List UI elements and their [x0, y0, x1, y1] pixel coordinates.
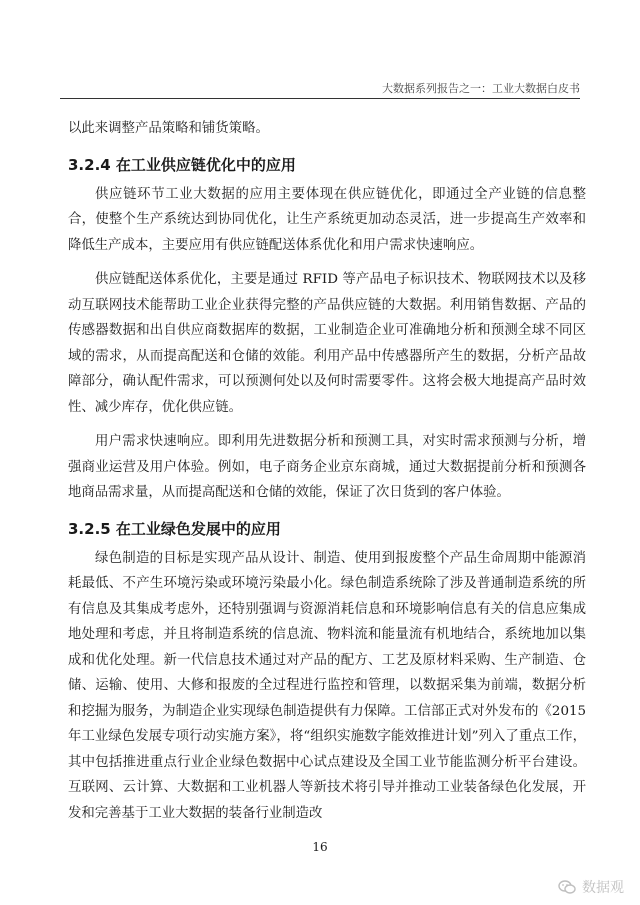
paragraph: 用户需求快速响应。即利用先进数据分析和预测工具，对实时需求预测与分析，增强商业运营及用户体验。例如，电子商务企业京东商城，通过大数据提前分析和预测各地商品需求量，从而提高配送和仓储的效能，保证了次日货到的客户体验。: [68, 434, 586, 500]
running-header: [60, 80, 580, 99]
header-title: 大数据系列报告之一：工业大数据白皮书: [382, 82, 580, 95]
paragraph: 绿色制造的目标是实现产品从设计、制造、使用到报废整个产品生命周期中能源消耗最低、不产生环境污染或环境污染最小化。绿色制造系统除了涉及普通制造系统的所有信息及其集成考虑外，还特别强调与资源消耗信息和环境影响信息有关的信息应集成地处理和考虑，并且将制造系统的信息流、物料流和能量流有机地结合，系统地加以集成和优化处理。新一代信息技术通过对产品的配方、工艺及原材料采购、生产制造、仓储、运输、使用、大修和报废的全过程进行监控和管理，以数据采集为前端，数据分析和挖掘为服务，为制造企业实现绿色制造提供有力保障。工信部正式对外发布的《2015 年工业绿色发展专项行动实施方案》，将“组织实施数字能效推进计划”列入了重点工作，其中包括推进重点行业企业绿色数据中心试点建设及全国工业节能监测分析平台建设。互联网、云计算、大数据和工业机器人等新技术将引导并推动工业装备绿色化发展，开发和完善基于工业大数据的装备行业制造改: [68, 550, 586, 821]
paragraph: 供应链配送体系优化，主要是通过 RFID 等产品电子标识技术、物联网技术以及移动互联网技术能帮助工业企业获得完整的产品供应链的大数据。利用销售数据、产品的传感器数据和出自供应商数据库的数据，工业制造企业可准确地分析和预测全球不同区域的需求，从而提高配送和仓储的效能。利用产品中传感器所产生的数据，分析产品故障部分，确认配件需求，可以预测何处以及何时需要零件。这将会极大地提高产品时效性、减少库存，优化供应链。: [68, 272, 586, 415]
section-heading-3-2-4: 3.2.4 在工业供应链优化中的应用: [68, 155, 296, 174]
watermark: [558, 877, 624, 897]
carryover-paragraph: 以此来调整产品策略和铺货策略。: [68, 121, 269, 136]
page-body: [68, 116, 586, 835]
paragraph: 供应链环节工业大数据的应用主要体现在供应链优化，即通过全产业链的信息整合，使整个生产系统达到协同优化，让生产系统更加动态灵活，进一步提高生产效率和降低生产成本，主要应用有供应链配送体系优化和用户需求快速响应。: [68, 186, 586, 253]
section-heading-3-2-5: 3.2.5 在工业绿色发展中的应用: [68, 519, 281, 538]
page-number: 16: [312, 840, 328, 854]
wechat-icon: [558, 880, 576, 894]
watermark-text: 数据观: [582, 880, 624, 896]
